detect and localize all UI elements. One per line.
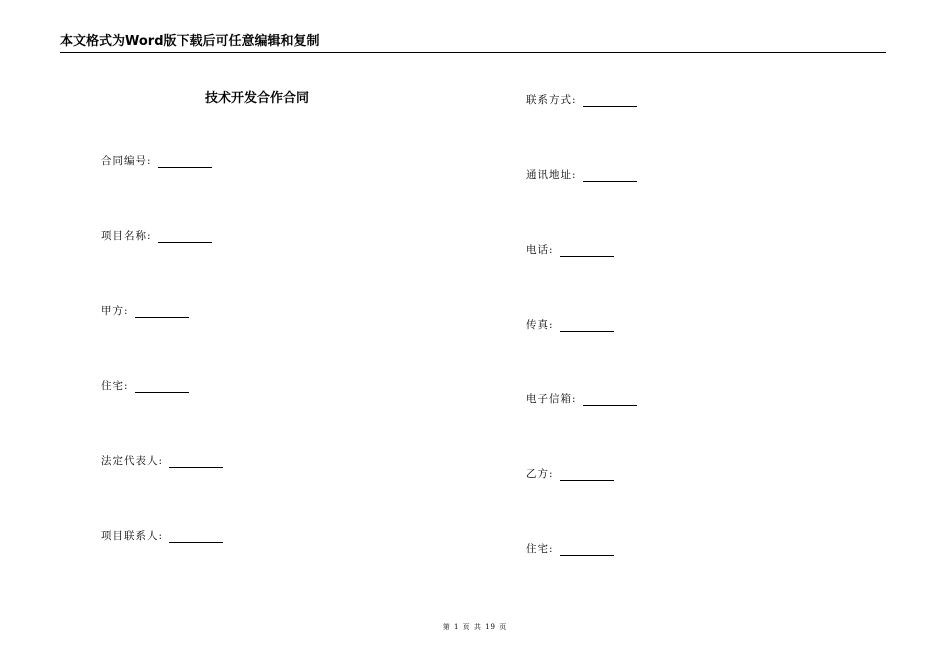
field-residence-a (101, 379, 189, 393)
field-label: 甲方: (101, 305, 129, 317)
fill-in-blank (583, 94, 637, 107)
fill-in-blank (560, 468, 614, 481)
field-label: 项目名称: (101, 230, 152, 242)
field-label: 传真: (526, 319, 554, 331)
field-label: 电子信箱: (526, 393, 577, 405)
fill-in-blank (560, 244, 614, 257)
field-label: 法定代表人: (101, 455, 164, 467)
field-label: 住宅: (526, 543, 554, 555)
field-mailing-address (526, 168, 637, 182)
field-label: 电话: (526, 244, 554, 256)
field-legal-representative (101, 454, 223, 468)
field-label: 住宅: (101, 380, 129, 392)
field-party-a (101, 304, 189, 318)
document-title: 技术开发合作合同 (205, 91, 310, 106)
fill-in-blank (158, 230, 212, 243)
header-text: 本文格式为Word版下载后可任意编辑和复制 (60, 34, 320, 49)
field-label: 联系方式: (526, 94, 577, 106)
field-email (526, 392, 637, 406)
field-fax (526, 318, 614, 332)
fill-in-blank (135, 305, 189, 318)
field-contact-method (526, 93, 637, 107)
fill-in-blank (583, 393, 637, 406)
page-header (60, 34, 886, 53)
fill-in-blank (560, 319, 614, 332)
field-project-contact (101, 529, 223, 543)
fill-in-blank (158, 155, 212, 168)
field-residence-b (526, 542, 614, 556)
fill-in-blank (169, 530, 223, 543)
field-label: 合同编号: (101, 155, 152, 167)
field-label: 项目联系人: (101, 530, 164, 542)
fill-in-blank (583, 169, 637, 182)
field-label: 乙方: (526, 468, 554, 480)
field-party-b (526, 467, 614, 481)
fill-in-blank (135, 380, 189, 393)
page-number-footer: 第 1 页 共 19 页 (442, 623, 508, 631)
field-phone (526, 243, 614, 257)
fill-in-blank (169, 455, 223, 468)
field-contract-number (101, 154, 212, 168)
field-label: 通讯地址: (526, 169, 577, 181)
field-project-name (101, 229, 212, 243)
fill-in-blank (560, 543, 614, 556)
